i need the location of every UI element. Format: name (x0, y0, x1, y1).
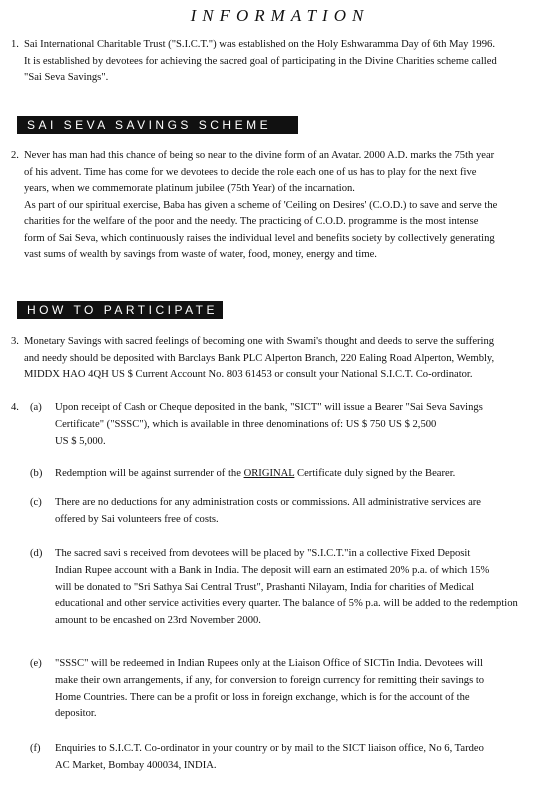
subitem-label: (c) (30, 497, 42, 508)
text-line: and needy should be deposited with Barclays Bank PLC Alperton Branch, 220 Ealing Road Alperton, Wembly, (24, 352, 495, 364)
page-title: INFORMATION (190, 6, 370, 25)
text-line: "SSSC" will be redeemed in Indian Rupees only at the Liaison Office of SICTin India. Devotees will (55, 658, 483, 669)
text-line: Certificate" ("SSSC"), which is available in three denominations of: US $ 750 US $ 2,500 (55, 418, 437, 430)
subitem-label: (f) (30, 743, 41, 754)
text-line: Sai International Charitable Trust ("S.I.C.T.") was established on the Holy Eshwaramma Day of 6th May 1996. (24, 39, 495, 50)
subitem-a (30, 400, 555, 450)
text-line: As part of our spiritual exercise, Baba has given a scheme of 'Ceiling on Desires' (C.O.D.) to save and serve the (24, 199, 498, 211)
text-line: years, when we commemorate platinum jubilee (75th Year) of the incarnation. (24, 183, 355, 194)
subitem-label: (e) (30, 658, 42, 669)
text-line: The sacred savi s received from devotees will be placed by "S.I.C.T."in a collective Fixed Deposit (55, 548, 471, 559)
text-line: Upon receipt of Cash or Cheque deposited in the bank, "SICT" will issue a Bearer "Sai Seva Savings (55, 402, 483, 413)
text-segment: Redemption will be against surrender of the (55, 468, 244, 479)
subitem-b (30, 466, 555, 483)
text-line: There are no deductions for any administration costs or commissions. All administrative services are (55, 497, 481, 508)
paragraph-2 (11, 148, 554, 264)
subitem-label: (d) (30, 548, 43, 559)
item-number: 2. (11, 150, 19, 161)
text-line: It is established by devotees for achieving the sacred goal of participating in the Divine Charities scheme called (24, 55, 497, 67)
text-line: will be donated to "Sri Sathya Sai Central Trust", Prashanti Nilayam, India for charities of Medical (55, 581, 475, 593)
text-line (55, 466, 555, 483)
item-number: 3. (11, 336, 19, 347)
text-line: vast sums of wealth by savings from waste of water, food, money, energy and time. (24, 249, 377, 260)
paragraph-3 (11, 334, 554, 384)
text-line: Monetary Savings with sacred feelings of becoming one with Swami's thought and deeds to serve the suffering (24, 336, 495, 347)
text-line: make their own arrangements, if any, for conversion to foreign currency for remitting their savings to (55, 674, 485, 686)
text-line: AC Market, Bombay 400034, INDIA. (55, 759, 217, 771)
text-segment: Certificate duly signed by the Bearer. (294, 468, 456, 479)
text-line: MIDDX HAO 4QH US $ Current Account No. 803 61453 or consult your National S.I.C.T. Co-ordinator. (24, 369, 473, 380)
section-banner-savings-scheme: SAI SEVA SAVINGS SCHEME (17, 116, 298, 134)
text-line: offered by Sai volunteers free of costs. (55, 513, 219, 525)
text-line: Home Countries. There can be a profit or loss in foreign exchange, which is for the account of the (55, 691, 470, 703)
section-banner-how-to-participate: HOW TO PARTICIPATE (17, 301, 223, 319)
subitem-d (30, 546, 555, 630)
item-number: 4. (11, 402, 19, 413)
subitem-c (30, 495, 555, 529)
text-line: of his advent. Time has come for we devotees to decide the role each one of us has to play for the next five (24, 166, 477, 178)
underlined-word: ORIGINAL (243, 468, 295, 479)
item-number: 1. (11, 39, 19, 50)
subitem-f (30, 741, 555, 775)
subitem-label: (a) (30, 402, 42, 413)
subitem-e (30, 656, 555, 723)
text-line: amount to be encashed on 23rd November 2000. (55, 615, 261, 627)
text-line: depositor. (55, 708, 97, 720)
text-line: Enquiries to S.I.C.T. Co-ordinator in your country or by mail to the SICT liaison office, No 6, Tardeo (55, 743, 484, 754)
text-line: charities for the welfare of the poor and the needy. The practicing of C.O.D. programme is the most intense (24, 216, 479, 227)
text-line: US $ 5,000. (55, 435, 106, 447)
text-line: Indian Rupee account with a Bank in India. The deposit will earn an estimated 20% p.a. of which 15% (55, 564, 490, 576)
text-line: Never has man had this chance of being so near to the divine form of an Avatar. 2000 A.D. marks the 75th year (24, 150, 495, 161)
text-line: "Sai Seva Savings". (24, 72, 109, 83)
text-line: educational and other service activities every quarter. The balance of 5% p.a. will be added to the redemption (55, 598, 518, 610)
text-line: form of Sai Seva, which continuously raises the individual level and benefits society by collectively generating (24, 232, 495, 244)
paragraph-1 (11, 37, 554, 87)
subitem-label: (b) (30, 468, 43, 479)
